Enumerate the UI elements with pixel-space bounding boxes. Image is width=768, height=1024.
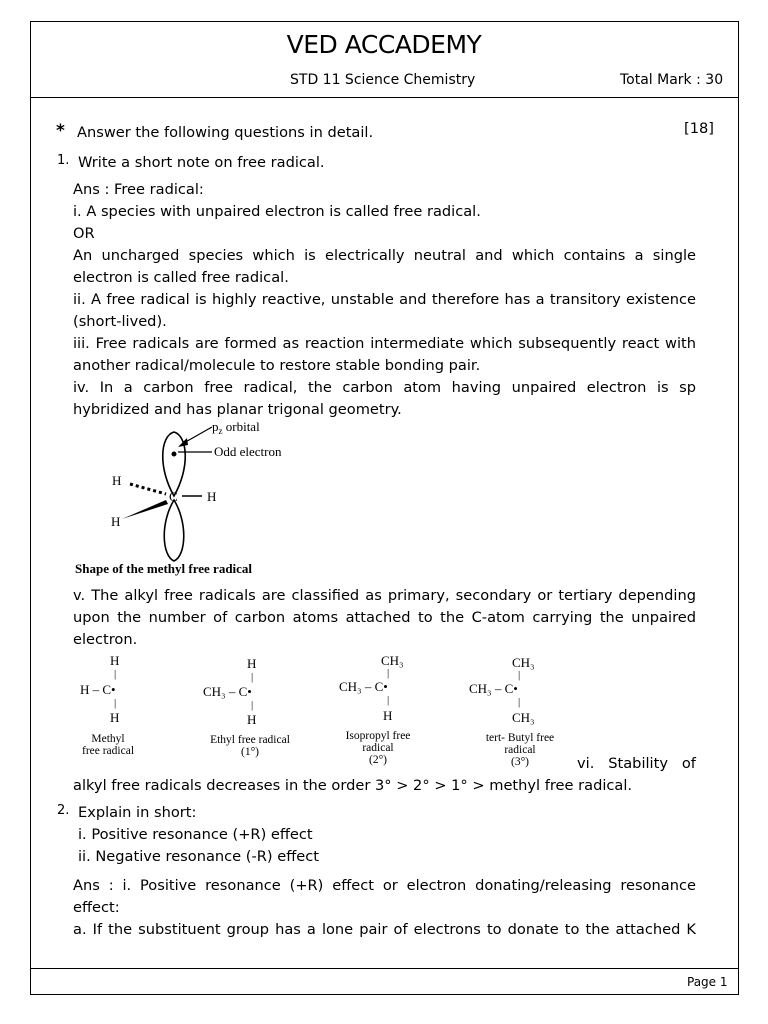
- pz-label-p: p: [212, 419, 219, 434]
- q1-line-i: i. A species with unpaired electron is called free radical.: [73, 203, 481, 220]
- q2-item-i: i. Positive resonance (+R) effect: [78, 826, 313, 843]
- isopropyl-top: CH₃: [381, 653, 404, 668]
- q2-ans-line-2: effect:: [73, 899, 120, 916]
- page-title: VED ACCADEMY: [286, 30, 482, 59]
- atom-h-bottom: H: [111, 514, 121, 529]
- isopropyl-bond-top: |: [387, 667, 390, 679]
- tert-butyl-bond-top: |: [518, 669, 521, 681]
- pz-orbital-upper-lobe: [163, 432, 186, 496]
- q1-v-line-3: electron.: [73, 631, 138, 648]
- section-bullet: *: [56, 121, 65, 141]
- q1-ii-line-1: ii. A free radical is highly reactive, unstable and therefore has a transitory existence: [73, 291, 696, 308]
- atom-c: C: [169, 489, 178, 504]
- q2-question: Explain in short:: [78, 804, 197, 821]
- tert-butyl-mid: CH₃ – C•: [469, 681, 518, 696]
- q1-def-line-1: An uncharged species which is electrically neutral and which contains a single: [73, 247, 696, 264]
- ethyl-bottom: H: [247, 712, 257, 727]
- dashed-bond: [130, 484, 166, 494]
- pz-orbital-lower-lobe: [164, 500, 184, 561]
- odd-electron-dot: [172, 452, 177, 457]
- q1-ans-label: Ans :: [73, 181, 110, 198]
- footer-divider: [30, 968, 739, 969]
- odd-electron-label: Odd electron: [214, 444, 282, 459]
- q1-iv-line-2: hybridized and has planar trigonal geometry.: [73, 401, 402, 418]
- pz-label-sub: z: [218, 426, 223, 436]
- q2-ans-line-1: [73, 875, 696, 897]
- tert-butyl-bottom: CH₃: [512, 710, 535, 725]
- ethyl-caption-1: Ethyl free radical: [210, 734, 290, 746]
- tert-butyl-bond-bottom: |: [518, 696, 521, 708]
- header-divider: [30, 97, 739, 98]
- methyl-bottom: H: [110, 710, 120, 725]
- ethyl-caption-2: (1°): [240, 746, 259, 758]
- q1-vi-line-1: vi. Stability of: [577, 755, 696, 772]
- isopropyl-bond-bottom: |: [387, 694, 390, 706]
- methyl-bond-top: |: [114, 668, 117, 680]
- methyl-figure-caption: Shape of the methyl free radical: [75, 561, 253, 576]
- pz-label-rest: orbital: [222, 419, 260, 434]
- atom-h-top: H: [112, 473, 122, 488]
- q2-ans-label: Ans :: [73, 877, 114, 894]
- methyl-caption-1: Methyl: [91, 733, 125, 745]
- q2-item-ii: ii. Negative resonance (-R) effect: [78, 848, 319, 865]
- q1-ii-line-2: (short-lived).: [73, 313, 167, 330]
- methyl-radical-figure: [70, 418, 310, 563]
- q2-ans-line-3: a. If the substituent group has a lone pair of electrons to donate to the attached K: [73, 921, 696, 938]
- total-mark-label: Total Mark : 30: [620, 72, 724, 88]
- isopropyl-mid: CH₃ – C•: [339, 679, 388, 694]
- q1-def-line-2: electron is called free radical.: [73, 269, 289, 286]
- q1-iv-line-1: iv. In a carbon free radical, the carbon atom having unpaired electron is sp: [73, 379, 696, 396]
- ethyl-mid: CH₃ – C•: [203, 684, 252, 699]
- tert-butyl-caption: [472, 732, 568, 768]
- methyl-caption-2: free radical: [81, 745, 135, 757]
- isopropyl-bottom: H: [383, 708, 393, 723]
- page-number: Page 1: [687, 975, 728, 989]
- ethyl-bond-top: |: [251, 671, 254, 683]
- q1-ans-intro: Free radical:: [109, 181, 204, 198]
- q1-question: Write a short note on free radical.: [78, 154, 325, 171]
- section-marks: [18]: [684, 120, 714, 137]
- tert-butyl-caption-1: tert- Butyl free: [485, 732, 555, 744]
- isopropyl-caption-1: Isopropyl free: [345, 730, 411, 742]
- q1-v-line-1: v. The alkyl free radicals are classified as primary, secondary or tertiary depending: [73, 587, 696, 604]
- tert-butyl-caption-2: radical: [504, 744, 536, 756]
- section-heading: Answer the following questions in detail.: [77, 124, 374, 141]
- q1-number: 1.: [57, 153, 70, 168]
- methyl-top: H: [110, 653, 120, 668]
- q1-or: OR: [73, 225, 95, 242]
- tert-butyl-caption-3: (3°): [510, 756, 529, 768]
- isopropyl-caption-2: radical: [362, 742, 394, 754]
- ethyl-caption: [195, 734, 305, 758]
- subject-label: STD 11 Science Chemistry: [290, 72, 476, 88]
- methyl-mid: H – C•: [80, 682, 116, 697]
- ethyl-bond-bottom: |: [251, 699, 254, 711]
- atom-h-right: H: [207, 489, 217, 504]
- q1-iii-line-2: another radical/molecule to restore stable bonding pair.: [73, 357, 481, 374]
- q1-vi-line-2: alkyl free radicals decreases in the order 3° > 2° > 1° > methyl free radical.: [73, 777, 633, 794]
- q1-iii-line-1: iii. Free radicals are formed as reaction intermediate which subsequently react with: [73, 335, 696, 352]
- tert-butyl-top: CH₃: [512, 655, 535, 670]
- wedge-bond: [122, 500, 168, 519]
- pz-label: [212, 419, 260, 436]
- q2-ans-text-1: i. Positive resonance (+R) effect or electron donating/releasing resonance: [113, 877, 696, 894]
- q2-number: 2.: [57, 803, 70, 818]
- isopropyl-caption: [333, 730, 423, 766]
- ethyl-top: H: [247, 656, 257, 671]
- q1-v-line-2: upon the number of carbon atoms attached to the C-atom carrying the unpaired: [73, 609, 696, 626]
- q1-ans-line: [73, 179, 696, 201]
- methyl-bond-bottom: |: [114, 697, 117, 709]
- methyl-caption: [66, 733, 150, 757]
- isopropyl-caption-3: (2°): [368, 754, 387, 766]
